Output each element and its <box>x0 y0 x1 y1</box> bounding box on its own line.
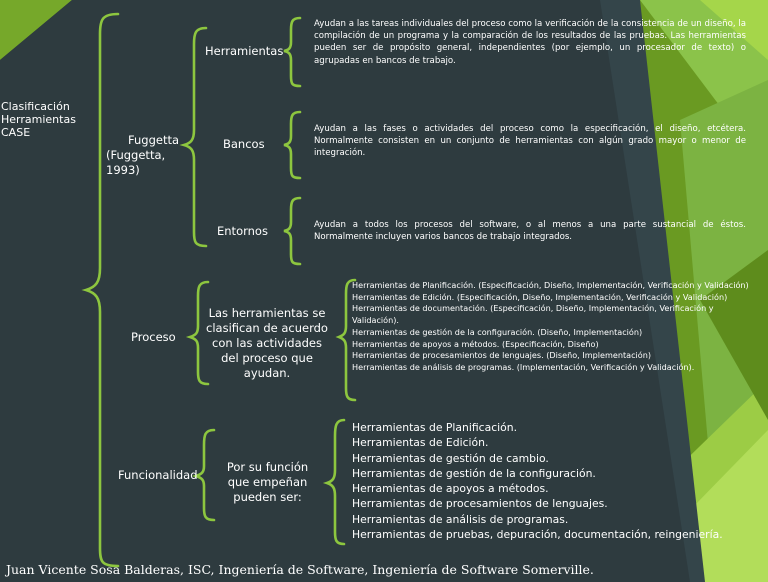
list-item: Herramientas de apoyos a métodos. <box>352 482 549 496</box>
fuggetta-label-line: (Fuggetta, <box>106 148 166 162</box>
funcionalidad-label: Funcionalidad <box>118 468 198 482</box>
root-label <box>1 100 91 139</box>
entornos-description: Ayudan a todos los procesos del software, o al menos a una parte sustancial de éstos. Normalmente incluyen varios bancos de trabajo integrados. <box>314 220 746 243</box>
root-label-line: Clasificación <box>1 100 70 113</box>
bancos-description: Ayudan a las fases o actividades del proceso como la especificación, el diseño, etcétera. Normalmente consisten en un conjunto de herramientas con algún grado mayor o menor de integración. <box>314 124 746 159</box>
list-item: Herramientas de análisis de programas. (Implementación, Verificación y Validación). <box>352 361 695 372</box>
list-item: Herramientas de documentación. (Especificación, Diseño, Implementación, Verificación y Validación). <box>352 303 714 326</box>
list-item: Herramientas de Planificación. <box>352 421 518 434</box>
fuggetta-label-line: Fuggetta <box>128 133 180 147</box>
list-item: Herramientas de gestión de la configuración. <box>352 466 596 480</box>
root-label-line: CASE <box>1 126 31 139</box>
funcionalidad-description: Por su función que empeñan pueden ser: <box>226 460 309 504</box>
list-item: Herramientas de Planificación. (Especificación, Diseño, Implementación, Verificación y Validación) <box>352 280 749 290</box>
list-item: Herramientas de pruebas, depuración, documentación, reingeniería. <box>352 528 723 542</box>
fuggetta-label <box>106 133 186 178</box>
list-item: Herramientas de análisis de programas. <box>352 512 569 526</box>
root-label-line: Herramientas <box>1 113 76 126</box>
list-item: Herramientas de gestión de cambio. <box>352 451 549 465</box>
proceso-description: Las herramientas se clasifican de acuerdo con las actividades del proceso que ayudan. <box>206 306 328 380</box>
proceso-list <box>352 280 756 374</box>
funcionalidad-list <box>352 420 756 542</box>
list-item: Herramientas de procesamientos de lenguajes. <box>352 497 608 511</box>
bancos-label: Bancos <box>223 137 265 151</box>
list-item: Herramientas de gestión de la configuración. (Diseño, Implementación) <box>352 326 643 337</box>
herramientas-description: Ayudan a las tareas individuales del proceso como la verificación de la consistencia de un diseño, la compilación de un programa y la comparación de los resultados de las pruebas. Las herramientas pueden ser de propósito general, independientes (por ejemplo, un procesador de texto) o agrupadas en bancos de trabajo. <box>314 19 746 66</box>
herramientas-label: Herramientas <box>205 44 284 58</box>
list-item: Herramientas de Edición. <box>352 436 489 450</box>
proceso-label: Proceso <box>131 330 176 344</box>
entornos-label: Entornos <box>217 224 268 238</box>
list-item: Herramientas de Edición. (Especificación, Diseño, Implementación, Verificación y Validación) <box>352 291 728 302</box>
list-item: Herramientas de apoyos a métodos. (Especificación, Diseño) <box>352 338 599 349</box>
author-credit: Juan Vicente Sosa Balderas, ISC, Ingeniería de Software, Ingeniería de Software Somerville. <box>6 562 594 577</box>
list-item: Herramientas de procesamientos de lenguajes. (Diseño, Implementación) <box>352 350 652 361</box>
fuggetta-label-line: 1993) <box>106 163 140 177</box>
